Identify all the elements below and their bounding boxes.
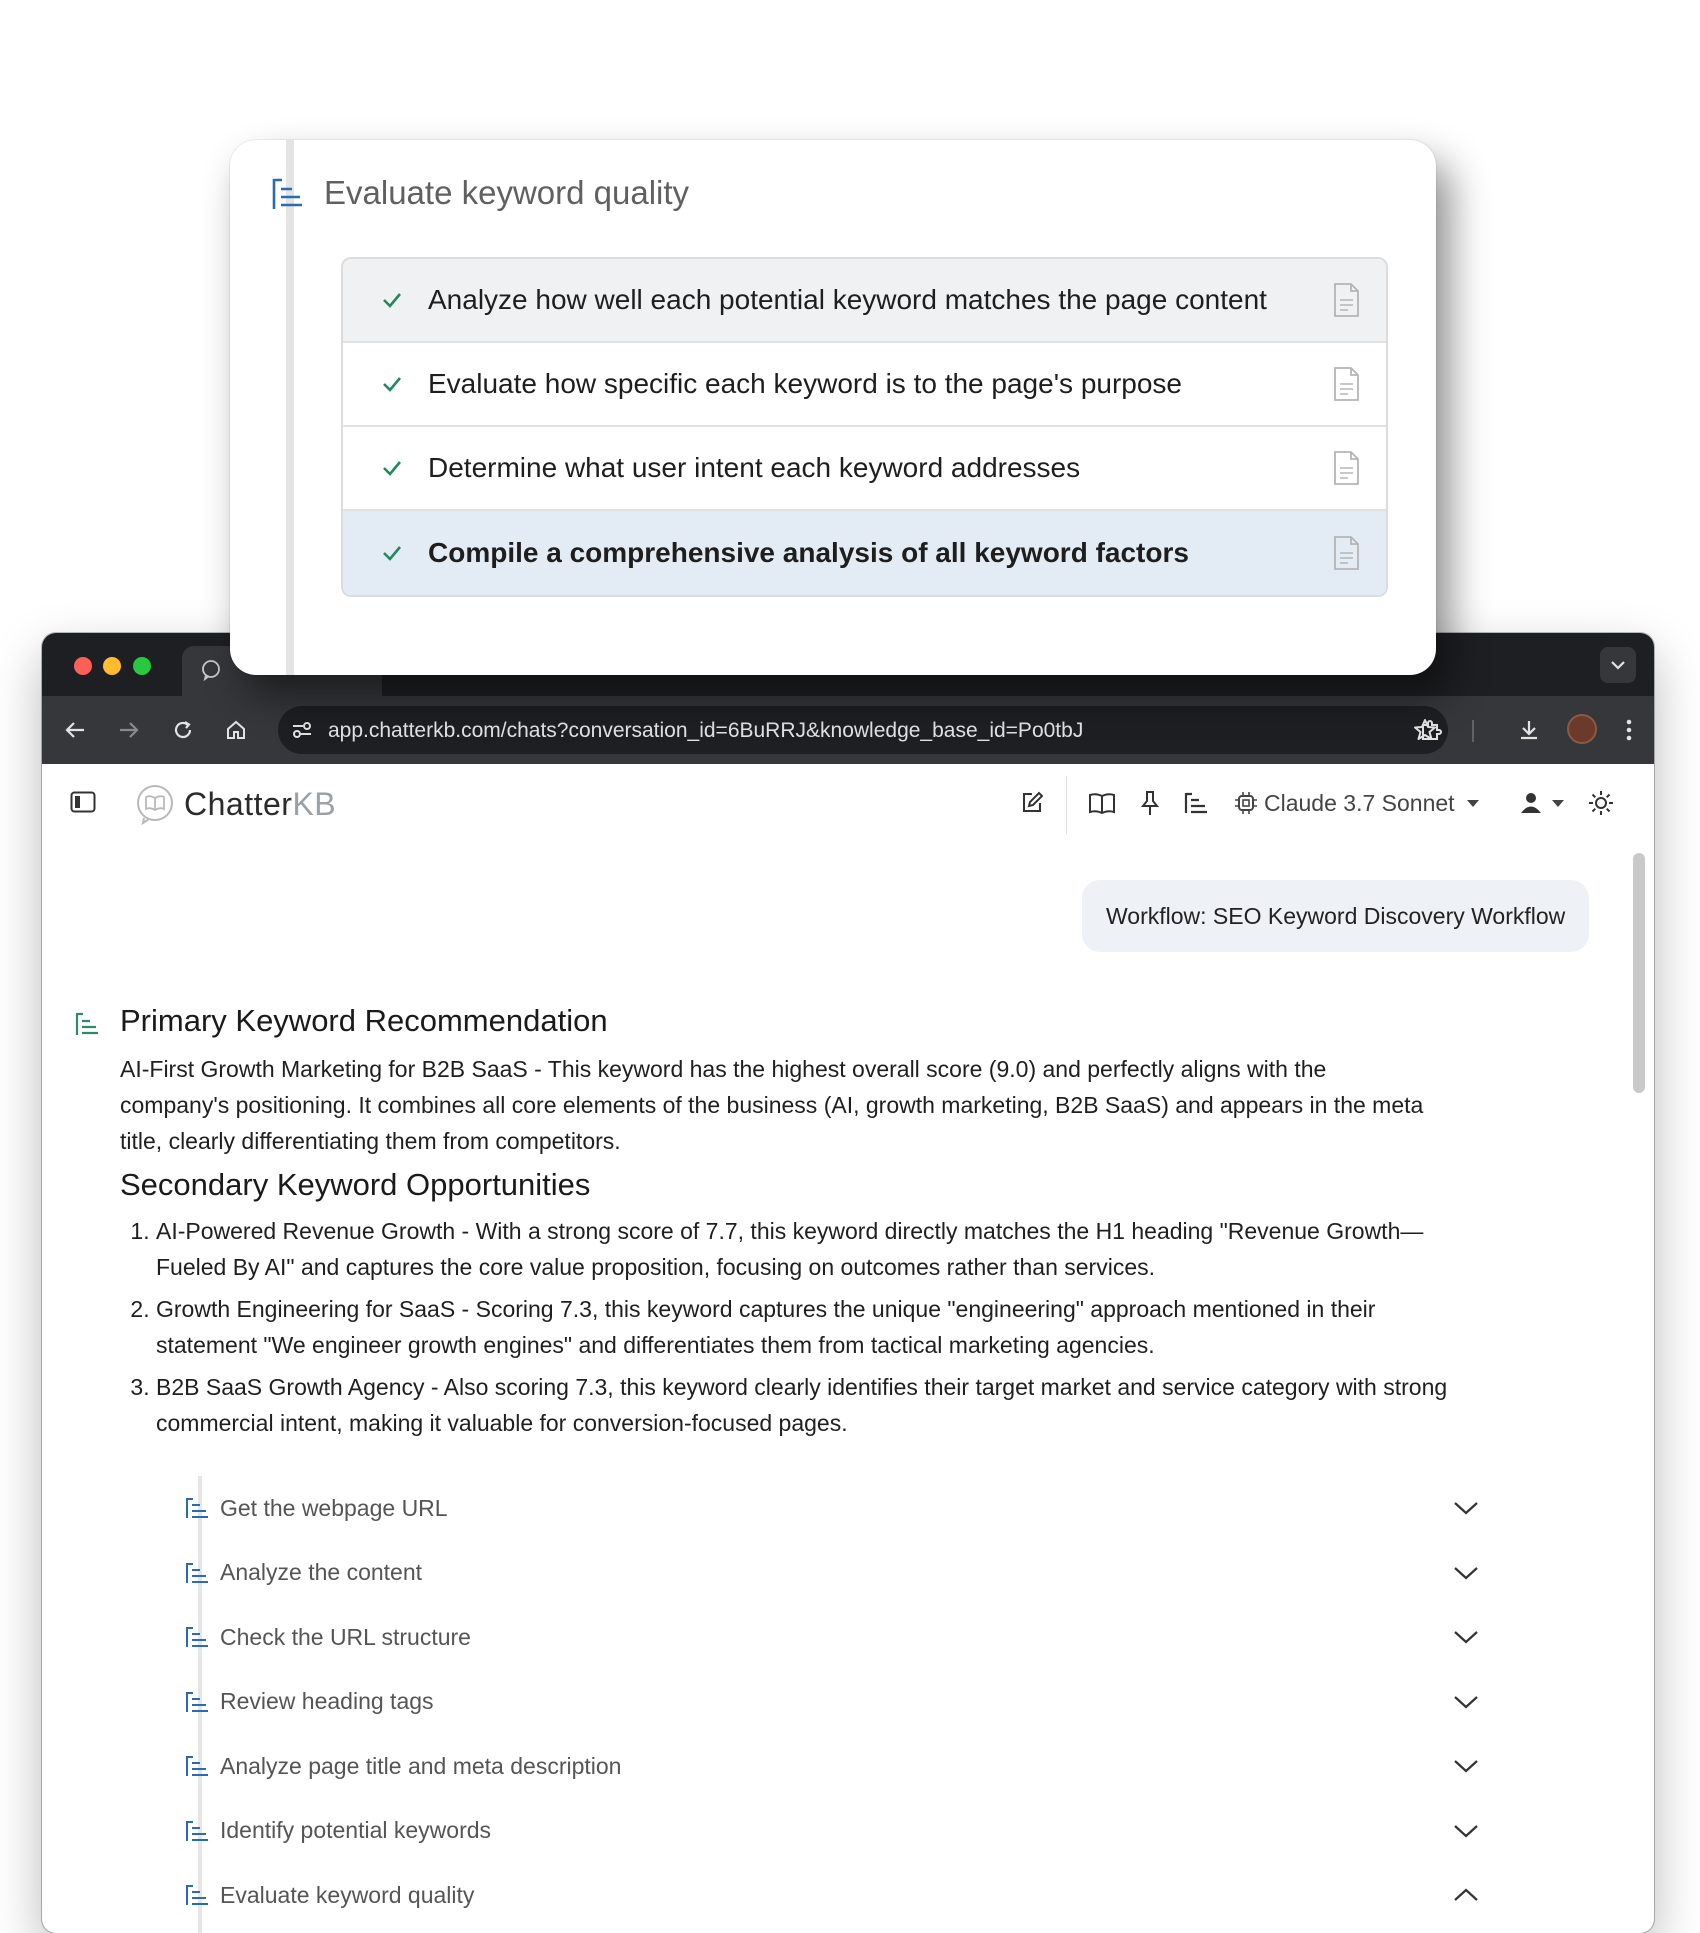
app-header: [42, 764, 1654, 844]
logo-accent-text: KB: [292, 785, 337, 822]
extensions-button[interactable]: [1414, 713, 1448, 747]
evaluate-keyword-quality-card: [230, 140, 1436, 675]
browser-menu-button[interactable]: [1612, 713, 1646, 747]
chevron-down-icon[interactable]: [1452, 1498, 1480, 1518]
logo-main-text: Chatter: [184, 785, 293, 822]
list-item: 2. Growth Engineering for SaaS - Scoring 7.3, this keyword captures the unique "engineering" approach mentioned in their statement "We engineer growth engines" and differentiates them from tactical marketing agencies.: [156, 1291, 1476, 1363]
overlay-title: Evaluate keyword quality: [324, 174, 690, 211]
user-icon: [1520, 792, 1542, 814]
workflow-step[interactable]: [150, 1799, 1480, 1864]
step-label: Check the URL structure: [220, 1623, 471, 1650]
chevron-down-icon[interactable]: [1452, 1821, 1480, 1841]
workflow-tree-icon: [184, 1754, 210, 1778]
model-selector[interactable]: [1234, 786, 1479, 820]
workflow-button[interactable]: [1182, 789, 1210, 817]
check-icon: [381, 374, 403, 394]
task-item-active[interactable]: [343, 511, 1386, 595]
profile-avatar[interactable]: [1567, 714, 1597, 744]
pin-icon: [1139, 790, 1161, 816]
model-name: Claude 3.7 Sonnet: [1264, 789, 1455, 816]
workflow-tree-icon: [270, 176, 306, 212]
browser-toolbar: [42, 696, 1654, 764]
download-icon: [1517, 718, 1541, 742]
back-button[interactable]: [58, 713, 92, 747]
task-label: Compile a comprehensive analysis of all keyword factors: [428, 537, 1189, 568]
caret-down-icon: [1467, 800, 1479, 807]
chevron-down-icon[interactable]: [1452, 1692, 1480, 1712]
task-label: Determine what user intent each keyword addresses: [428, 452, 1081, 483]
pin-button[interactable]: [1136, 789, 1164, 817]
workflow-tree-icon: [184, 1625, 210, 1649]
assistant-answer: [120, 1003, 1480, 1447]
maximize-window-button[interactable]: [133, 657, 151, 675]
step-label: Evaluate keyword quality: [220, 1881, 475, 1908]
step-label: Get the webpage URL: [220, 1494, 448, 1521]
step-label: Identify potential keywords: [220, 1817, 492, 1844]
arrow-left-icon: [64, 720, 86, 740]
close-window-button[interactable]: [74, 657, 92, 675]
task-label: Evaluate how specific each keyword is to the page's purpose: [428, 368, 1183, 399]
list-item: 3. B2B SaaS Growth Agency - Also scoring 7.3, this keyword clearly identifies their target market and service category with strong commercial intent, making it valuable for conversion-focused pages.: [156, 1369, 1476, 1441]
new-chat-button[interactable]: [1018, 789, 1046, 817]
arrow-right-icon: [118, 720, 140, 740]
workflow-tree-icon: [184, 1819, 210, 1843]
sun-icon: [1588, 790, 1614, 816]
user-menu-button[interactable]: [1512, 789, 1572, 817]
edit-icon: [1020, 791, 1044, 815]
home-button[interactable]: [219, 713, 253, 747]
task-item[interactable]: [343, 259, 1386, 343]
browser-window: [42, 633, 1654, 1933]
step-label: Analyze the content: [220, 1559, 423, 1586]
primary-keyword-text: AI-First Growth Marketing for B2B SaaS - This keyword has the highest overall score (9.0) and perfectly aligns with the company's positioning. It combines all core elements of the business (AI, growth marketing, B2B SaaS) and appears in the meta title, clearly differentiating them from competitors.: [120, 1056, 1424, 1154]
toolbar-divider: [1472, 720, 1474, 742]
chip-icon: [1234, 791, 1258, 815]
workflow-tree-icon: [184, 1883, 210, 1907]
chat-bubble-icon: [200, 659, 222, 681]
workflow-tree-icon: [184, 1496, 210, 1520]
workflow-tree-icon: [184, 1690, 210, 1714]
task-label: Analyze how well each potential keyword matches the page content: [428, 284, 1267, 315]
primary-keyword-heading: Primary Keyword Recommendation: [120, 1003, 608, 1038]
secondary-keyword-list: [120, 1213, 1476, 1441]
chevron-down-icon: [1610, 660, 1626, 670]
tab-search-button[interactable]: [1600, 647, 1636, 683]
knowledge-base-button[interactable]: [1088, 789, 1116, 817]
book-bubble-icon: [134, 783, 176, 825]
user-message-bubble: Workflow: SEO Keyword Discovery Workflow: [1082, 880, 1589, 952]
theme-toggle-button[interactable]: [1587, 789, 1615, 817]
workflow-tree-icon: [74, 1011, 100, 1037]
chat-scrollbar[interactable]: [1633, 853, 1645, 1093]
reload-icon: [172, 719, 194, 741]
step-label: Analyze page title and meta description: [220, 1752, 622, 1779]
caret-down-icon: [1552, 800, 1564, 807]
home-icon: [225, 719, 247, 741]
document-icon[interactable]: [1332, 450, 1360, 486]
url-text: app.chatterkb.com/chats?conversation_id=6BuRRJ&knowledge_base_id=Po0tbJ: [328, 719, 1084, 742]
downloads-button[interactable]: [1512, 713, 1546, 747]
workflow-step-expanded[interactable]: [150, 1863, 1480, 1928]
workflow-step[interactable]: [150, 1670, 1480, 1735]
chevron-down-icon[interactable]: [1452, 1756, 1480, 1776]
document-icon[interactable]: [1332, 282, 1360, 318]
chatterkb-logo[interactable]: [134, 782, 336, 826]
check-icon: [381, 290, 403, 310]
minimize-window-button[interactable]: [103, 657, 121, 675]
task-item[interactable]: [343, 343, 1386, 427]
chevron-up-icon[interactable]: [1452, 1885, 1480, 1905]
forward-button[interactable]: [112, 713, 146, 747]
check-icon: [381, 543, 403, 563]
workflow-step[interactable]: [150, 1605, 1480, 1670]
secondary-keyword-heading: Secondary Keyword Opportunities: [120, 1167, 591, 1202]
workflow-step[interactable]: [150, 1541, 1480, 1606]
document-icon[interactable]: [1332, 535, 1360, 571]
address-bar[interactable]: [278, 706, 1448, 754]
header-divider: [1066, 776, 1067, 834]
workflow-steps: [150, 1476, 1480, 1928]
sidebar-toggle-icon[interactable]: [70, 791, 96, 813]
workflow-tree-icon: [1183, 791, 1209, 815]
chevron-down-icon[interactable]: [1452, 1563, 1480, 1583]
check-icon: [381, 458, 403, 478]
overlay-rail: [286, 140, 294, 675]
puzzle-icon: [1419, 718, 1443, 742]
workflow-step[interactable]: [150, 1734, 1480, 1799]
workflow-tree-icon: [184, 1561, 210, 1585]
document-icon[interactable]: [1332, 366, 1360, 402]
open-book-icon: [1088, 791, 1116, 815]
site-settings-icon: [290, 719, 314, 741]
list-item: 1. AI-Powered Revenue Growth - With a strong score of 7.7, this keyword directly matches the H1 heading "Revenue Growth—Fueled By AI" and captures the core value proposition, focusing on outcomes rather than services.: [156, 1213, 1476, 1285]
workflow-step[interactable]: [150, 1476, 1480, 1541]
task-item[interactable]: [343, 427, 1386, 511]
step-label: Review heading tags: [220, 1688, 434, 1715]
reload-button[interactable]: [166, 713, 200, 747]
chevron-down-icon[interactable]: [1452, 1627, 1480, 1647]
task-list: [341, 257, 1388, 597]
kebab-menu-icon: [1626, 719, 1632, 741]
